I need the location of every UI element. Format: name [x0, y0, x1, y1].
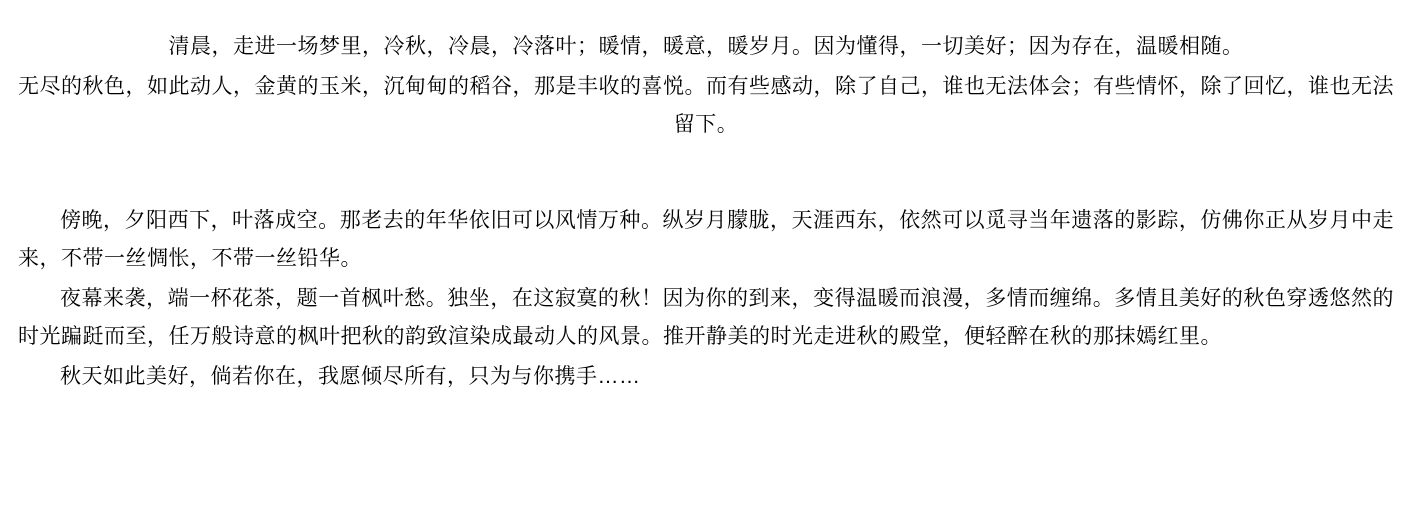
section-spacer [18, 144, 1394, 202]
paragraph: 夜幕来袭，端一杯花茶，题一首枫叶愁。独坐，在这寂寞的秋！因为你的到来，变得温暖而浪漫，多情而缠绵。多情且美好的秋色穿透悠然的时光蹁跹而至，任万般诗意的枫叶把秋的韵致渲染成最动人的风景。推开静美的时光走进秋的殿堂，便轻醉在秋的那抹嫣红里。 [18, 287, 1394, 348]
paragraph: 傍晚，夕阳西下，叶落成空。那老去的年华依旧可以风情万种。纵岁月朦胧，天涯西东，依然可以觅寻当年遗落的影踪，仿佛你正从岁月中走来，不带一丝惆怅，不带一丝铅华。 [18, 209, 1394, 270]
document-section-body [18, 202, 1394, 396]
paragraph: 无尽的秋色，如此动人，金黄的玉米，沉甸甸的稻谷，那是丰收的喜悦。而有些感动，除了自己，谁也无法体会；有些情怀，除了回忆，谁也无法留下。 [18, 75, 1394, 136]
paragraph: 秋天如此美好，倘若你在，我愿倾尽所有，只为与你携手…… [60, 365, 641, 388]
paragraph: 清晨，走进一场梦里，冷秋，冷晨，冷落叶；暖情，暖意，暖岁月。因为懂得，一切美好；因为存在，温暖相随。 [168, 35, 1244, 58]
document-section-top [18, 28, 1394, 144]
